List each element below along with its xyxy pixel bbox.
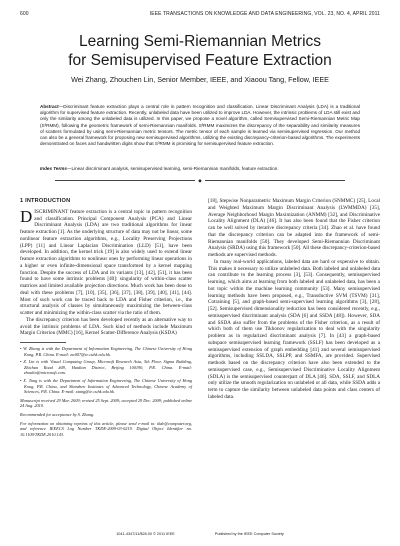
drop-cap: D	[20, 206, 33, 226]
section-divider	[0, 178, 400, 184]
footnote-manuscript: Manuscript received 29 Mar. 2009; revised 25 Sept. 2009; accepted 29 Dec. 2009; published online 24 Aug. 2010.	[20, 397, 192, 409]
abstract-label: Abstract	[40, 104, 59, 109]
publisher-line: Published by the IEEE Computer Society	[214, 532, 284, 536]
issn-line: 1041-4347/11/$26.00 © 2011 IEEE	[116, 532, 175, 536]
journal-name: IEEE TRANSACTIONS ON KNOWLEDGE AND DATA ENGINEERING, VOL. 23, NO. 4, APRIL 2011	[149, 10, 380, 17]
left-column	[20, 198, 192, 437]
intro-paragraph-4: In many real-world applications, labeled data are hard or expensive to obtain. This makes it necessary to utilize unlabeled data. Both labeled and unlabeled data can contribute to the learning process [3], [53]. Consequently, semisupervised learning, which aims at learning from both labeled and unlabeled data, has been a hot topic within the machine learning community [53]. Many semisupervised learning methods have been proposed, e.g., Transductive SVM (TSVM) [31], Cotraining [5], and graph-based semi-supervised learning algorithms [3], [28], [52]. Semisupervised dimensionality reduction has been considered recently, e.g., semisupervised discriminant analysis (SDA [6] and SSDA [48]). However, SDA and SSDA also suffer from the problems of the Fisher criterion, as a result of which both of them use Tikhonov regularization to deal with the singularity problem as in regularized discriminant analysis [7]. In [43] a graph-based subspace semisupervised learning framework (SSLF) has been developed as a semisupervised extension of graph embedding [41] and several semisupervised algorithms, including SSLDA, SSLPP, and SSMFA, are provided. Supervised methods based on the discrepancy criterion have also been extended to the semisupervised case, e.g., Semisupervised Discriminative Locality Alignment (SDLA) is the semisupervised counterpart of DLA [46]. SDA, SSLF, and SDLA only utilize the smooth regularization on unlabeled or all data, while SSDA adds a term to capture the similarity between unlabeled data points and class centers of labeled data.	[208, 258, 380, 400]
footnote-author-1: • W. Zhang is with the Department of Information Engineering, The Chinese University of Hong Kong, P.R. China. E-mail: zw007@ie.cuhk.edu.hk.	[20, 346, 192, 357]
abstract	[40, 104, 360, 147]
footnote-rule	[20, 342, 66, 343]
footnote-author-2: • Z. Lin is with Visual Computing Group, Microsoft Research Asia, 5th Floor, Sigma Building, Zhichun Road #49, Haidian District, Beijing 100190, P.R. China. E-mail: zhoulin@microsoft.com.	[20, 359, 192, 376]
title-block	[20, 32, 380, 84]
paper-title	[20, 32, 380, 70]
page-footer	[20, 532, 380, 536]
title-line-1: Learning Semi-Riemannian Metrics	[78, 33, 322, 50]
intro-paragraph-3: [18], Stepwise Nonparametric Maximum Margin Criterion (SNMMC) [25], Local and Weighted Maximum Margin Discriminant Analysis (LWMMDA) [35], Average Neighborhood Margin Maximization (ANMM) [32], and Discriminative Locality Alignment (DLA) [46]. It has also been found that the Fisher criterion can be well solved by iterative discrepancy criteria [34]. Zhao et al. have found that the discrepancy criterion can be adapted into the framework of semi-Riemannian manifolds [50]. They developed Semi-Riemannian Discriminant Analysis (SRDA) using this framework [50]. All these discrepancy-criterion-based methods are supervised methods.	[208, 198, 380, 258]
intro-paragraph-1-text: ISCRIMINANT feature extraction is a central topic in pattern recognition and classification. Principal Component Analysis (PCA) and Linear Discriminant Analysis (LDA) are two traditional algorithms for linear feature extraction [1]. As the underlying structure of data may not be linear, some nonlinear feature extraction algorithms, e.g., Locality Preserving Projections (LPP) [11] and Linear Laplacian Discrimination (LLD) [51], have been developed. In addition, the kernel trick [19] is also widely used to extend linear feature extraction algorithms to nonlinear ones by performing linear operations in a higher or even infinite-dimensional space transformed by a kernel mapping function. Despite the success of LDA and its variants [13], [42], [51], it has been found to have some intrinsic problems [40]: singularity of within-class scatter matrices and limited available projection directions. Much work has been done to deal with these problems [7], [10], [35], [36], [37], [38], [39], [40], [41], [44]. Most of such work can be traced back to LDA and Fisher criterion, i.e., the structural analysis of classes by simultaneously maximizing the between-class scatter and minimizing the within-class scatter via the ratio of them.	[20, 208, 192, 316]
right-column	[208, 198, 380, 401]
footnote-author-3: • X. Tang is with the Department of Information Engineering, The Chinese University of Hong Kong, P.R. China, and Shenzhen Institutes of Advanced Technology, Chinese Academy of Sciences, P.R. China. E-mail: xtang@ie.cuhk.edu.hk.	[20, 377, 192, 395]
section-heading: 1 INTRODUCTION	[20, 198, 71, 204]
divider-diamond-icon: ◆	[198, 178, 202, 183]
intro-paragraph-2: The discrepancy criterion has been developed recently as an alternative way to avoid the intrinsic problems of LDA. Such kind of methods include Maximum Margin Criterion (MMC) [16], Kernel Scatter-Difference Analysis (KSDA)	[20, 316, 192, 337]
index-terms	[40, 166, 360, 172]
intro-paragraph-1	[20, 206, 192, 317]
index-terms-text: —Linear discriminant analysis, semisupervised learning, semi-Riemannian manifolds, feature extraction.	[66, 166, 279, 171]
title-line-2: for Semisupervised Feature Extraction	[68, 52, 332, 69]
footnote-reprints: For information on obtaining reprints of this article, please send e-mail to: tkde@computer.org, and reference IEEECS Log Number TKDE-2009-03-0219. Digital Object Identifier no. 10.1109/TKDE.2010.143.	[20, 420, 192, 437]
index-terms-label: Index Terms	[40, 166, 67, 171]
running-head	[20, 9, 380, 18]
page-number: 600	[20, 10, 29, 17]
footnote-recommended: Recommended for acceptance by S. Zhang.	[20, 411, 95, 417]
abstract-text: —Discriminant feature extraction plays a central role in pattern recognition and classification. Linear Discriminant Analysis (LDA) is a traditional algorithm for supervised feature extraction. Recently, unlabeled data have been utilized to improve LDA. However, the intrinsic problems of LDA still exist and only the similarity among the unlabeled data is utilized. In this paper, we propose a novel algorithm, called Semisupervised Semi-Riemannian Metric Map (S³RMM), following the geometric framework of semi-Riemannian manifolds. S³RMM maximizes the discrepancy of the separability and similarity measures of scatters formulated by using semi-Riemannian metric tensors. The metric tensor of each sample is learned via semisupervised regression. Our method can also be a general framework for proposing new semisupervised algorithms, utilizing the existing discrepancy-criterion-based algorithms. The experiments demonstrated on faces and handwritten digits show that S³RMM is promising for semisupervised feature extraction.	[40, 104, 360, 147]
author-list: Wei Zhang, Zhouchen Lin, Senior Member, IEEE, and Xiaoou Tang, Fellow, IEEE	[71, 75, 329, 84]
